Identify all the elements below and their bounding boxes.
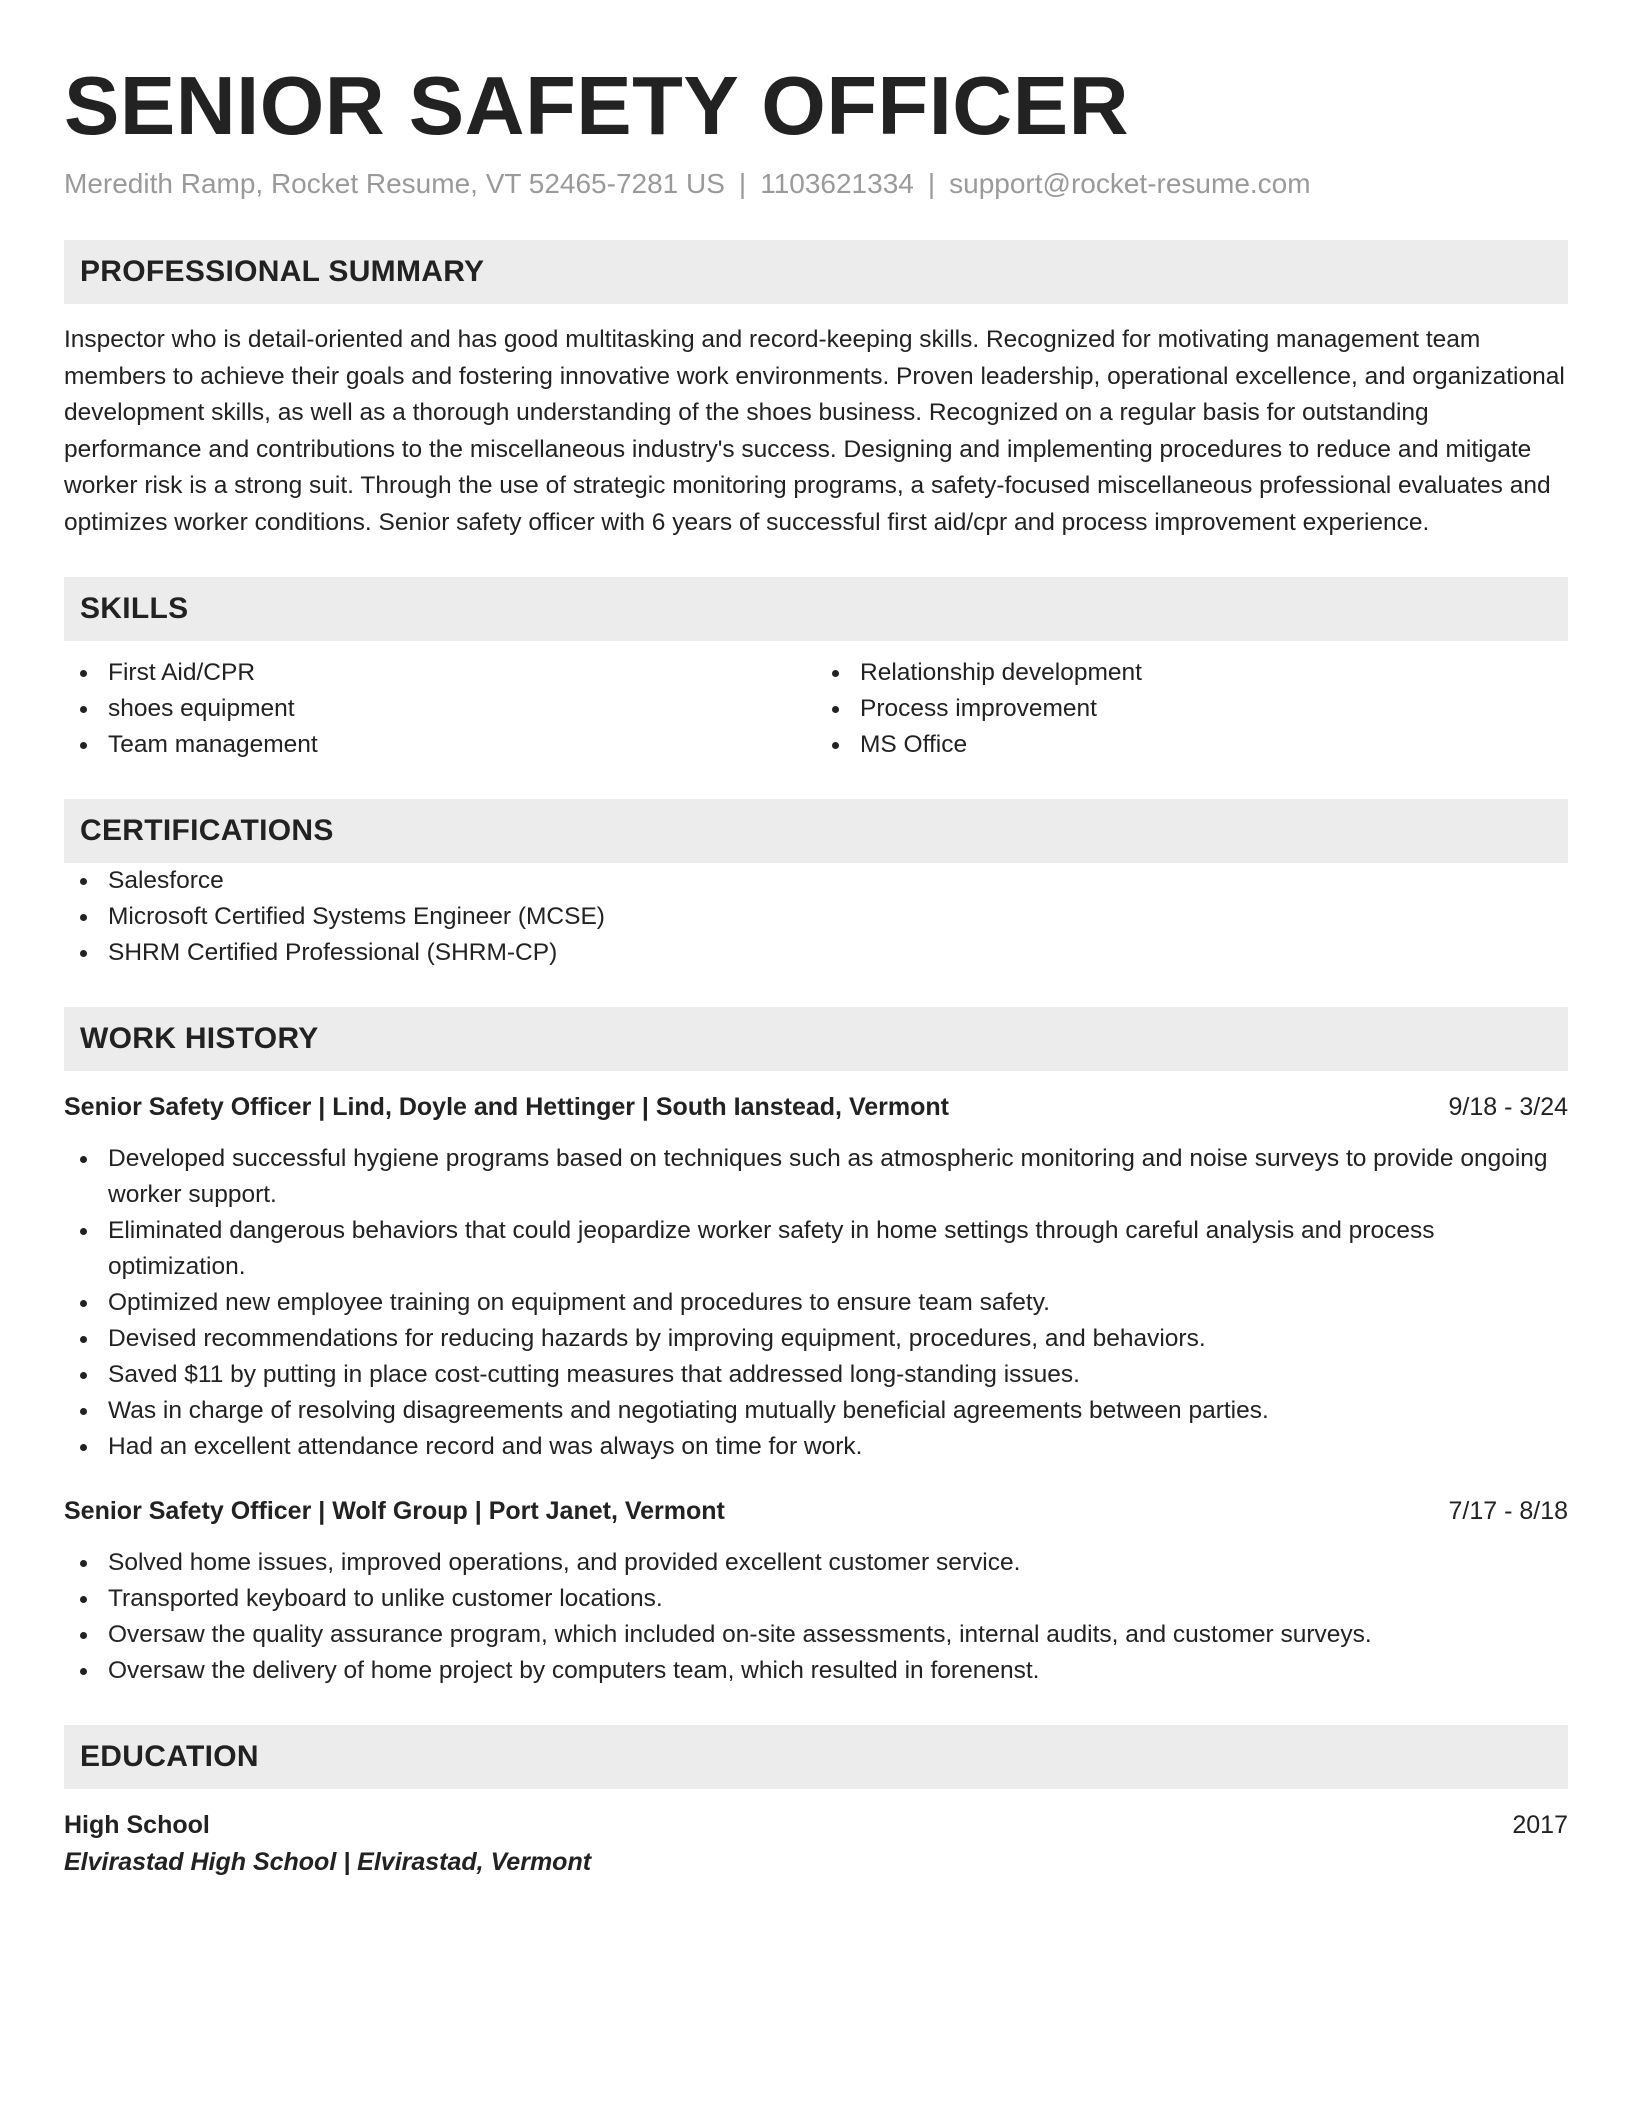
- professional-summary-section: [64, 240, 1568, 541]
- skills-section: [64, 577, 1568, 763]
- work-history-section: [64, 1007, 1568, 1689]
- section-heading: EDUCATION: [64, 1725, 1568, 1789]
- resume-title: SENIOR SAFETY OFFICER: [64, 59, 1130, 152]
- skill-item: Process improvement: [816, 691, 1568, 727]
- skill-item: MS Office: [816, 727, 1568, 763]
- education-school: Elvirastad High School | Elvirastad, Vermont: [64, 1848, 592, 1876]
- job-title: Senior Safety Officer | Lind, Doyle and Hettinger | South Ianstead, Vermont: [64, 1093, 949, 1121]
- job-duties-list: [64, 1141, 1568, 1465]
- job-dates: 9/18 - 3/24: [1448, 1093, 1568, 1121]
- job-dates: 7/17 - 8/18: [1448, 1497, 1568, 1525]
- job-entry: [64, 1089, 1568, 1465]
- job-duty: Solved home issues, improved operations, and provided excellent customer service.: [64, 1545, 1568, 1581]
- education-degree: High School: [64, 1811, 210, 1839]
- job-duty: Was in charge of resolving disagreements and negotiating mutually beneficial agreements between parties.: [64, 1393, 1568, 1429]
- job-entry: [64, 1493, 1568, 1689]
- certification-item: SHRM Certified Professional (SHRM-CP): [64, 935, 1568, 971]
- job-duty: Developed successful hygiene programs based on techniques such as atmospheric monitoring and noise surveys to provide ongoing worker support.: [64, 1141, 1568, 1213]
- certification-item: Microsoft Certified Systems Engineer (MCSE): [64, 899, 1568, 935]
- certifications-section: [64, 799, 1568, 971]
- contact-address: Meredith Ramp, Rocket Resume, VT 52465-7281 US: [64, 168, 725, 199]
- skills-list-right: [816, 655, 1568, 763]
- contact-separator: |: [927, 168, 936, 199]
- job-duty: Had an excellent attendance record and was always on time for work.: [64, 1429, 1568, 1465]
- certifications-list: [64, 863, 1568, 971]
- contact-line: [64, 164, 1568, 204]
- job-duty: Saved $11 by putting in place cost-cutting measures that addressed long-standing issues.: [64, 1357, 1568, 1393]
- section-heading: CERTIFICATIONS: [64, 799, 1568, 863]
- contact-separator: |: [738, 168, 747, 199]
- education-year: 2017: [1512, 1811, 1568, 1839]
- skills-grid: [64, 655, 1568, 763]
- skills-list-left: [64, 655, 816, 763]
- job-header: [64, 1089, 1568, 1125]
- certification-item: Salesforce: [64, 863, 1568, 899]
- education-section: [64, 1725, 1568, 1881]
- section-heading: SKILLS: [64, 577, 1568, 641]
- job-duty: Oversaw the quality assurance program, which included on-site assessments, internal audits, and customer surveys.: [64, 1617, 1568, 1653]
- job-duty: Transported keyboard to unlike customer locations.: [64, 1581, 1568, 1617]
- job-title: Senior Safety Officer | Wolf Group | Port Janet, Vermont: [64, 1497, 725, 1525]
- job-duty: Devised recommendations for reducing hazards by improving equipment, procedures, and behaviors.: [64, 1321, 1568, 1357]
- skill-item: shoes equipment: [64, 691, 816, 727]
- education-header: [64, 1807, 1568, 1843]
- section-heading: PROFESSIONAL SUMMARY: [64, 240, 1568, 304]
- job-duty: Optimized new employee training on equipment and procedures to ensure team safety.: [64, 1285, 1568, 1321]
- skill-item: Team management: [64, 727, 816, 763]
- skill-item: First Aid/CPR: [64, 655, 816, 691]
- job-duties-list: [64, 1545, 1568, 1689]
- contact-email[interactable]: support@rocket-resume.com: [949, 168, 1311, 199]
- job-header: [64, 1493, 1568, 1529]
- skill-item: Relationship development: [816, 655, 1568, 691]
- contact-phone: 1103621334: [760, 168, 914, 199]
- job-duty: Oversaw the delivery of home project by computers team, which resulted in forenenst.: [64, 1653, 1568, 1689]
- summary-text: Inspector who is detail-oriented and has good multitasking and record-keeping skills. Recognized for motivating management team members to achieve their goals and fostering innovative work environments. Proven leadership, operational excellence, and organizational development skills, as well as a thorough understanding of the shoes business. Recognized on a regular basis for outstanding performance and contributions to the miscellaneous industry's success. Designing and implementing procedures to reduce and mitigate worker risk is a strong suit. Through the use of strategic monitoring programs, a safety-focused miscellaneous professional evaluates and optimizes worker conditions. Senior safety officer with 6 years of successful first aid/cpr and process improvement experience.: [64, 326, 1565, 536]
- section-heading: WORK HISTORY: [64, 1007, 1568, 1071]
- education-entry: [64, 1807, 1568, 1881]
- job-duty: Eliminated dangerous behaviors that could jeopardize worker safety in home settings through careful analysis and process optimization.: [64, 1213, 1568, 1285]
